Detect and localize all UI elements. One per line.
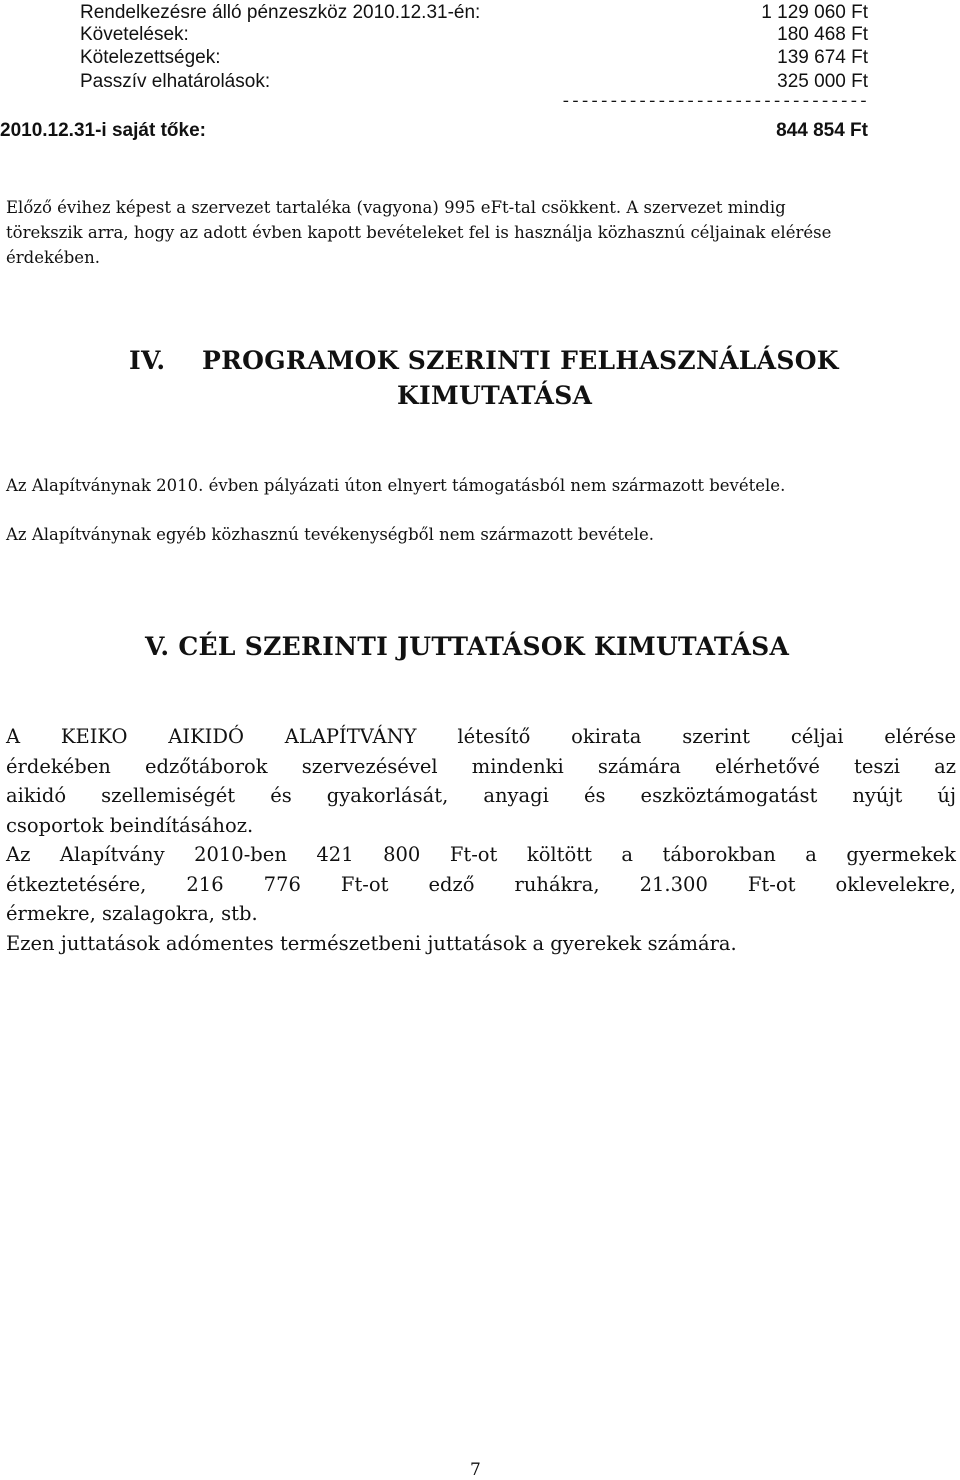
equity-total-label: 2010.12.31-i saját tőke: [0,120,206,141]
section-v-paragraph-3: Ezen juttatások adómentes természetbeni juttatások a gyerekek számára. [6,932,737,955]
sum-separator: -------------------------------- [560,93,868,112]
financial-row-label: Rendelkezésre álló pénzeszköz 2010.12.31-én: [80,2,481,23]
section-v-paragraph-2 [6,840,956,929]
page-number: 7 [470,1460,481,1480]
text-line: érmekre, szalagokra, stb. [6,902,258,925]
section-iv-paragraph-2: Az Alapítványnak egyéb közhasznú tevékenységből nem származott bevétele. [6,525,655,544]
financial-row-value: 180 468 Ft [777,24,868,45]
text-line: étkeztetésére, 216 776 Ft-ot edző ruhákra, 21.300 Ft-ot oklevelekre, [6,872,956,896]
section-iv-title-line1: PROGRAMOK SZERINTI FELHASZNÁLÁSOK [202,346,839,375]
section-iv-paragraph-1: Az Alapítványnak 2010. évben pályázati úton elnyert támogatásból nem származott bevétele. [6,476,786,495]
financial-row-value: 1 129 060 Ft [761,2,868,23]
section-v-paragraph-1 [6,722,956,840]
text-line: érdekében edzőtáborok szervezésével mindenki számára elérhetővé teszi az [6,754,956,778]
section-iv-number: IV. [129,346,166,375]
financial-row-label: Követelések: [80,24,189,45]
financial-row-label: Kötelezettségek: [80,47,221,68]
text-line: csoportok beindításához. [6,813,254,837]
text-line: A KEIKO AIKIDÓ ALAPÍTVÁNY létesítő okirata szerint céljai elérése [6,725,956,748]
text-line: aikidó szellemiségét és gyakorlását, anyagi és eszköztámogatást nyújt új [6,784,956,807]
financial-row [80,69,868,95]
text-line: Az Alapítvány 2010-ben 421 800 Ft-ot költött a táborokban a gyermekek [6,843,956,866]
section-iv-title-line2: KIMUTATÁSA [397,381,593,410]
reserve-summary-paragraph: Előző évihez képest a szervezet tartaléka (vagyona) 995 eFt-tal csökkent. A szervezet mindig törekszik arra, hogy az adott évben kapott bevételeket fel is használja közhasznú céljainak elérése érdekében. [6,198,832,267]
financial-row-value: 325 000 Ft [777,71,868,92]
equity-total-value: 844 854 Ft [776,120,868,141]
equity-total-row [0,118,868,144]
section-v-title: V. CÉL SZERINTI JUTTATÁSOK KIMUTATÁSA [145,632,790,661]
financial-row-label: Passzív elhatárolások: [80,71,271,92]
financial-row-value: 139 674 Ft [777,47,868,68]
financial-row [80,45,868,71]
